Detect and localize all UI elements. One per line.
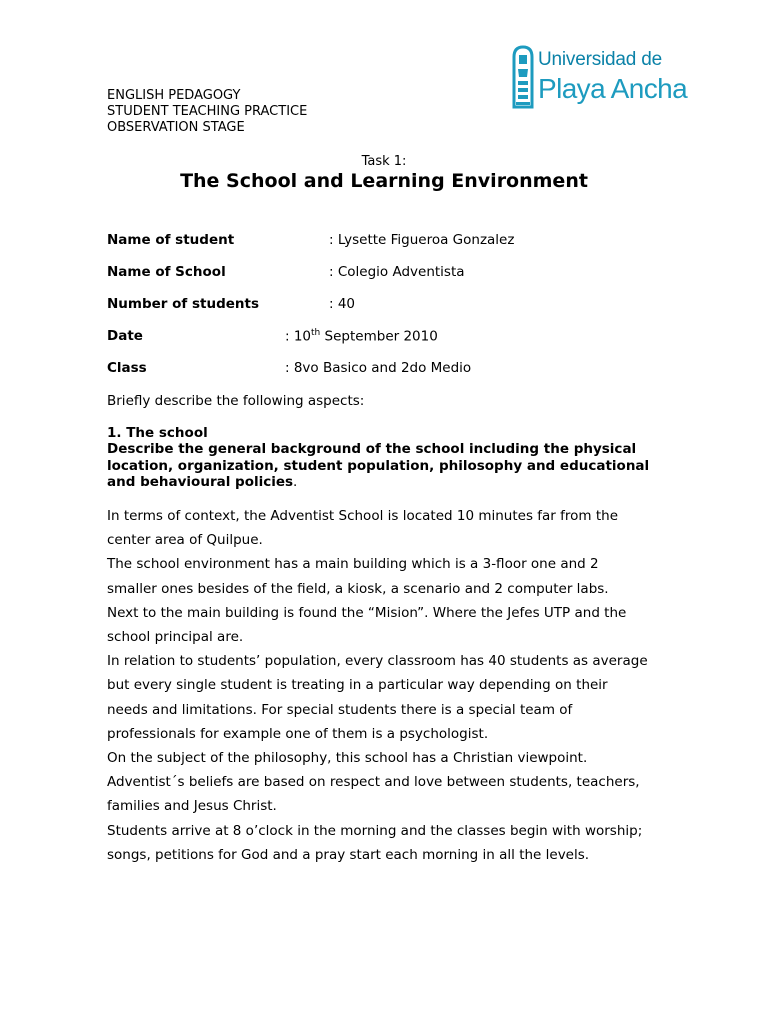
body-line: The school environment has a main building which is a 3-floor one and 2 xyxy=(107,556,599,573)
logo-text-line1: Universidad de xyxy=(538,49,662,70)
body-line: In relation to students’ population, every classroom has 40 students as average xyxy=(107,653,648,670)
body-line: On the subject of the philosophy, this school has a Christian viewpoint. xyxy=(107,750,588,767)
section-description-end: . xyxy=(293,474,298,490)
field-label-student: Name of student xyxy=(107,232,235,248)
document-header xyxy=(107,88,307,136)
lighthouse-icon xyxy=(510,45,536,109)
field-label-class: Class xyxy=(107,360,147,376)
field-value-class: : 8vo Basico and 2do Medio xyxy=(285,360,472,376)
header-line: ENGLISH PEDAGOGY xyxy=(107,88,241,103)
body-line: needs and limitations. For special students there is a special team of xyxy=(107,701,573,718)
field-label-school: Name of School xyxy=(107,264,226,280)
body-line: Adventist´s beliefs are based on respect and love between students, teachers, xyxy=(107,774,640,791)
instructions-text: Briefly describe the following aspects: xyxy=(107,393,365,409)
body-line: Students arrive at 8 o’clock in the morning and the classes begin with worship; xyxy=(107,822,643,839)
task-label: Task 1: xyxy=(361,154,407,169)
body-line: In terms of context, the Adventist School is located 10 minutes far from the xyxy=(107,508,618,524)
body-line: but every single student is treating in a particular way depending on their xyxy=(107,677,608,694)
field-value-number-students: : 40 xyxy=(329,296,356,312)
date-day: : 10 xyxy=(285,328,312,345)
body-line: center area of Quilpue. xyxy=(107,532,263,549)
body-line: Next to the main building is found the “Mision”. Where the Jefes UTP and the xyxy=(107,604,627,621)
document-title: The School and Learning Environment xyxy=(180,170,588,192)
body-line: school principal are. xyxy=(107,629,244,646)
field-label-date: Date xyxy=(107,328,143,344)
field-label-number-students: Number of students xyxy=(107,296,260,312)
field-value-date xyxy=(285,328,438,345)
section-title: 1. The school xyxy=(107,425,208,441)
body-text xyxy=(107,504,648,867)
body-line: smaller ones besides of the field, a kiosk, a scenario and 2 computer labs. xyxy=(107,580,609,597)
body-line: songs, petitions for God and a pray start each morning in all the levels. xyxy=(107,846,590,863)
date-ordinal: th xyxy=(311,328,321,338)
header-line: OBSERVATION STAGE xyxy=(107,120,245,135)
field-value-student: : Lysette Figueroa Gonzalez xyxy=(329,232,515,248)
university-logo xyxy=(510,45,690,120)
section-description xyxy=(107,441,677,491)
body-line: professionals for example one of them is a psychologist. xyxy=(107,725,489,742)
body-line: families and Jesus Christ. xyxy=(107,798,277,815)
date-month-year: September 2010 xyxy=(320,328,438,345)
field-value-school: : Colegio Adventista xyxy=(329,264,465,280)
logo-text-line2: Playa Ancha xyxy=(538,73,688,104)
section-description-text: Describe the general background of the school including the physical location, organization, student population, philosophy and educational and behavioural policies xyxy=(107,441,650,490)
header-line: STUDENT TEACHING PRACTICE xyxy=(107,104,308,119)
